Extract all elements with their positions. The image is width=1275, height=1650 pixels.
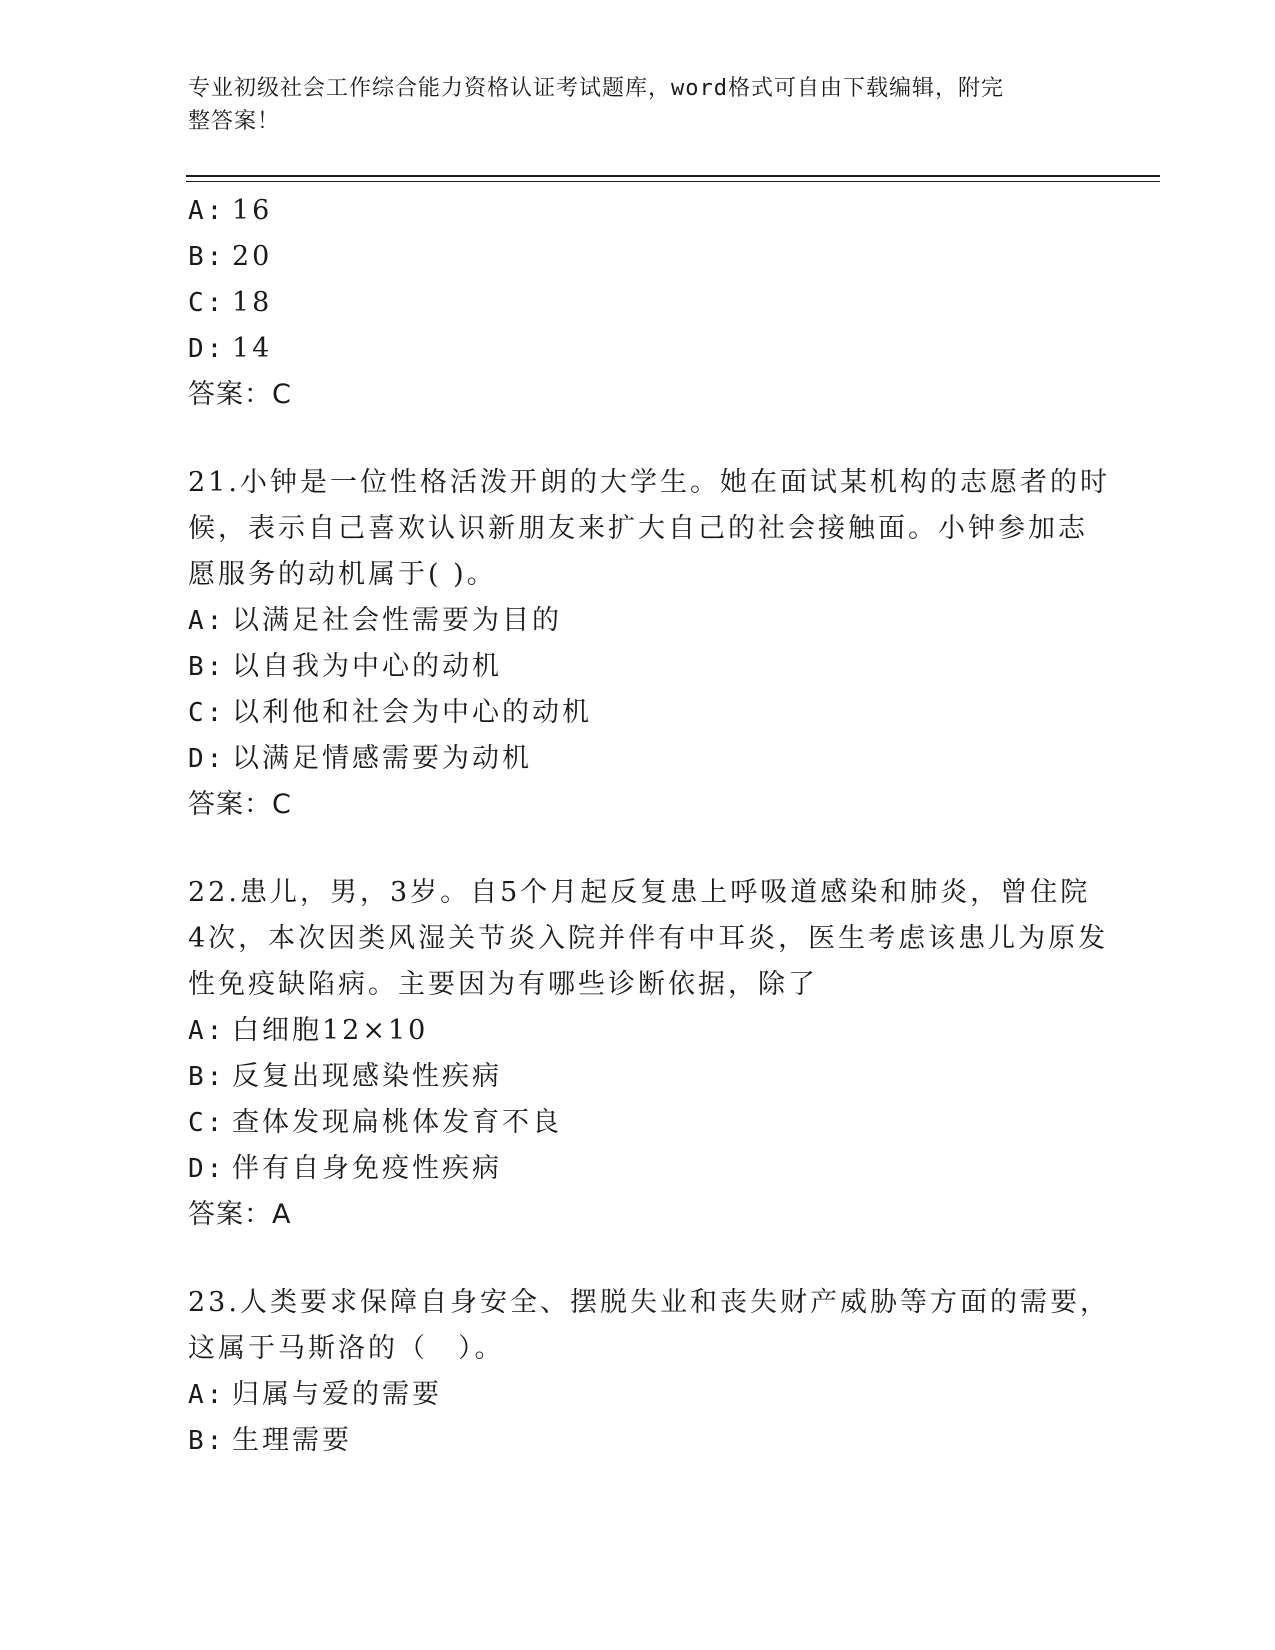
option-c (188, 1100, 1088, 1146)
option-a (188, 1008, 1088, 1054)
option-d (188, 1146, 1088, 1192)
option-text: 以满足情感需要为动机 (232, 743, 532, 774)
option-letter: A: (188, 1016, 226, 1046)
option-letter: A: (188, 1380, 226, 1410)
option-text: 以自我为中心的动机 (232, 651, 502, 682)
option-letter: A: (188, 196, 226, 226)
spacer (188, 1238, 1088, 1280)
option-text: 14 (232, 333, 273, 364)
question-text-line: 愿服务的动机属于( )。 (188, 559, 497, 590)
option-letter: D: (188, 744, 226, 774)
spacer (188, 418, 1088, 460)
option-c (188, 690, 1088, 736)
option-text: 白细胞12×10 (232, 1015, 429, 1046)
question-text-line: 23.人类要求保障自身安全、摆脱失业和丧失财产威胁等方面的需要， (188, 1287, 1110, 1318)
option-text: 18 (232, 287, 273, 318)
option-text: 20 (232, 241, 273, 272)
option-a (188, 598, 1088, 644)
question-text-line: 22.患儿，男，3岁。自5个月起反复患上呼吸道感染和肺炎，曾住院 (188, 877, 1091, 908)
option-letter: C: (188, 288, 226, 318)
option-text: 查体发现扁桃体发育不良 (232, 1107, 562, 1138)
option-letter: B: (188, 652, 226, 682)
option-letter: B: (188, 1426, 226, 1456)
document-header (188, 72, 1068, 138)
option-b (188, 644, 1088, 690)
question-21 (188, 460, 1110, 828)
option-b (188, 1418, 1088, 1464)
question-text-line: 性免疫缺陷病。主要因为有哪些诊断依据，除了 (188, 969, 818, 1000)
question-text-line: 候，表示自己喜欢认识新朋友来扩大自己的社会接触面。小钟参加志 (188, 513, 1088, 544)
answer-line: 答案：C (188, 379, 292, 410)
question-22 (188, 870, 1109, 1238)
option-text: 归属与爱的需要 (232, 1379, 442, 1410)
option-text: 反复出现感染性疾病 (232, 1061, 502, 1092)
question-23 (188, 1280, 1110, 1464)
question-text-line: 21.小钟是一位性格活泼开朗的大学生。她在面试某机构的志愿者的时 (188, 467, 1110, 498)
option-letter: D: (188, 1154, 226, 1184)
question-text-line: 4次，本次因类风湿关节炎入院并伴有中耳炎，医生考虑该患儿为原发 (188, 923, 1109, 954)
option-letter: B: (188, 242, 226, 272)
option-d (188, 326, 1088, 372)
question-text-line: 这属于马斯洛的（ ）。 (188, 1333, 505, 1364)
option-text: 伴有自身免疫性疾病 (232, 1153, 502, 1184)
option-text: 以满足社会性需要为目的 (232, 605, 562, 636)
spacer (188, 828, 1088, 870)
option-letter: C: (188, 1108, 226, 1138)
option-a (188, 188, 1088, 234)
answer-line: 答案：A (188, 1199, 292, 1230)
option-b (188, 234, 1088, 280)
option-letter: B: (188, 1062, 226, 1092)
option-text: 生理需要 (232, 1425, 352, 1456)
header-line-2: 整答案！ (188, 109, 281, 134)
option-text: 以利他和社会为中心的动机 (232, 697, 592, 728)
header-divider-thick (186, 175, 1160, 177)
header-line-1: 专业初级社会工作综合能力资格认证考试题库，word格式可自由下载编辑，附完 (188, 76, 1004, 101)
option-c (188, 280, 1088, 326)
option-letter: D: (188, 334, 226, 364)
question-list (188, 188, 1110, 1464)
answer-line: 答案：C (188, 789, 292, 820)
question-20 (188, 188, 1088, 418)
option-d (188, 736, 1088, 782)
option-letter: C: (188, 698, 226, 728)
option-a (188, 1372, 1088, 1418)
option-letter: A: (188, 606, 226, 636)
option-text: 16 (232, 195, 273, 226)
header-divider-thin (186, 181, 1160, 182)
option-b (188, 1054, 1088, 1100)
